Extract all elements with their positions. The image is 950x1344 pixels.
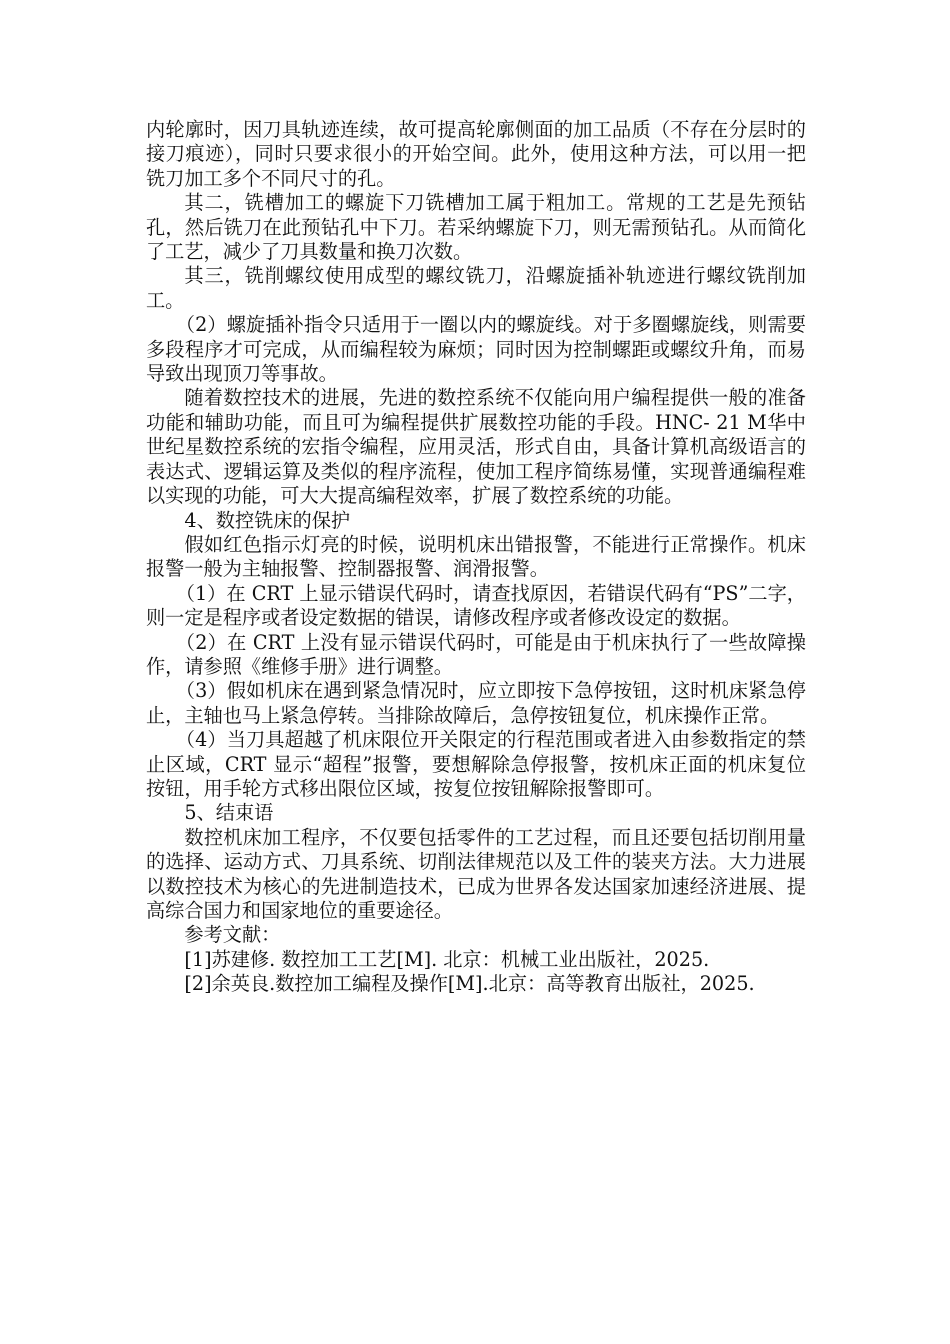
paragraph-alarm-item-1: （1）在 CRT 上显示错误代码时，请查找原因，若错误代码有“PS”二字，则一定是程序或者设定数据的错误，请修改程序或者修改设定的数据。 xyxy=(146,581,806,630)
paragraph-helix-limitation: （2）螺旋插补指令只适用于一圈以内的螺旋线。对于多圈螺旋线，则需要多段程序才可完成，从而编程较为麻烦；同时因为控制螺距或螺纹升角，而易导致出现顶刀等事故。 xyxy=(146,313,806,386)
paragraph-alarm-item-3: （3）假如机床在遇到紧急情况时，应立即按下急停按钮，这时机床紧急停止，主轴也马上紧急停转。当排除故障后，急停按钮复位，机床操作正常。 xyxy=(146,679,806,727)
paragraph-alarm-item-4: （4）当刀具超越了机床限位开关限定的行程范围或者进入由参数指定的禁止区域，CRT 显示“超程”报警，要想解除急停报警，按机床正面的机床复位按钮，用手轮方式移出限位区域，按复位按钮解除报警即可。 xyxy=(146,728,806,800)
paragraph-alarm-item-2: （2）在 CRT 上没有显示错误代码时，可能是由于机床执行了一些故障操作，请参照《维修手册》进行调整。 xyxy=(146,630,806,678)
reference-item-2: [2]余英良.数控加工编程及操作[M].北京：高等教育出版社，2025. xyxy=(184,972,755,996)
paragraph-alarm-intro: 假如红色指示灯亮的时候，说明机床出错报警，不能进行正常操作。机床报警一般为主轴报警、控制器报警、润滑报警。 xyxy=(146,532,806,581)
references-heading: 参考文献： xyxy=(184,923,281,947)
paragraph-third-thread-milling: 其三，铣削螺纹使用成型的螺纹铣刀，沿螺旋插补轨迹进行螺纹铣削加工。 xyxy=(146,264,806,312)
section-heading-protection: 4、数控铣床的保护 xyxy=(184,508,351,532)
paragraph-macro-programming: 随着数控技术的进展，先进的数控系统不仅能向用户编程提供一般的准备功能和辅助功能，而且可为编程提供扩展数控功能的手段。HNC- 21 M华中世纪星数控系统的宏指令编程，应用灵活，形式自由，具备计算机高级语言的表达式、逻辑运算及类似的程序流程，使加工程序简练易懂，实现普通编程难以实现的功能，可大大提高编程效率，扩展了数控系统的功能。 xyxy=(146,386,806,508)
document-body xyxy=(146,118,806,997)
paragraph-continuation: 内轮廓时，因刀具轨迹连续，故可提高轮廓侧面的加工品质（不存在分层时的接刀痕迹），同时只要求很小的开始空间。此外，使用这种方法，可以用一把铣刀加工多个不同尺寸的孔。 xyxy=(146,118,806,190)
paragraph-second-slot-milling: 其二，铣槽加工的螺旋下刀铣槽加工属于粗加工。常规的工艺是先预钻孔，然后铣刀在此预钻孔中下刀。若采纳螺旋下刀，则无需预钻孔。从而简化了工艺，减少了刀具数量和换刀次数。 xyxy=(146,191,806,264)
section-heading-conclusion: 5、结束语 xyxy=(184,801,274,825)
paragraph-conclusion: 数控机床加工程序，不仅要包括零件的工艺过程，而且还要包括切削用量的选择、运动方式、刀具系统、切削法律规范以及工件的装夹方法。大力进展以数控技术为核心的先进制造技术，已成为世界各发达国家加速经济进展、提高综合国力和国家地位的重要途径。 xyxy=(146,825,806,922)
reference-item-1: [1]苏建修. 数控加工工艺[M]. 北京：机械工业出版社，2025. xyxy=(184,947,710,971)
